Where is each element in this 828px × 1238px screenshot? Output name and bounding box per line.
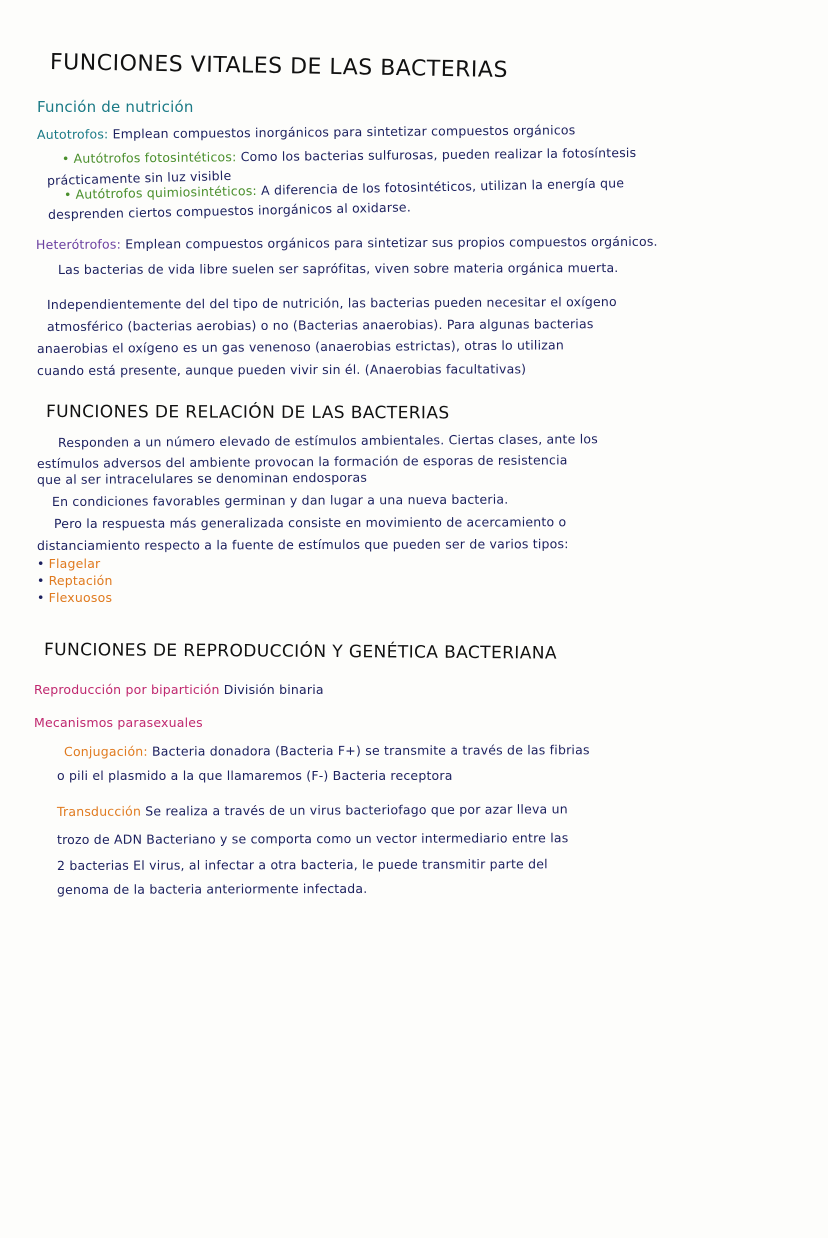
relacion-line4: En condiciones favorables germinan y dan lugar a una nueva bacteria. bbox=[51, 491, 509, 509]
foto-line2: prácticamente sin luz visible bbox=[46, 167, 232, 188]
bullet-label: Flexuosos bbox=[48, 590, 113, 605]
conjugacion-line bbox=[64, 742, 590, 759]
foto-label: Autótrofos fotosintéticos: bbox=[73, 149, 237, 166]
relacion-line2: estímulos adversos del ambiente provocan la formación de esporas de resistencia bbox=[36, 452, 568, 471]
biparticion-text: División binaria bbox=[223, 682, 324, 697]
biparticion-line bbox=[34, 682, 324, 697]
bullet-flexuosos bbox=[37, 590, 112, 605]
autotrofos-line bbox=[37, 122, 576, 142]
indep-line1: Independientemente del del tipo de nutrición, las bacterias pueden necesitar el oxígeno bbox=[46, 294, 617, 312]
relacion-line6: distanciamiento respecto a la fuente de estímulos que pueden ser de varios tipos: bbox=[36, 536, 569, 553]
bullet-dot: • bbox=[37, 556, 45, 571]
bullet-flagelar bbox=[37, 556, 100, 571]
heterotrofos-label: Heterótrofos: bbox=[35, 236, 122, 252]
indep-line4: cuando está presente, aunque pueden vivir sin él. (Anaerobias facultativas) bbox=[36, 361, 527, 378]
reproduccion-heading: FUNCIONES DE REPRODUCCIÓN Y GENÉTICA BACTERIANA bbox=[43, 640, 557, 664]
bullet-label: Reptación bbox=[48, 573, 113, 588]
relacion-line3: que al ser intracelulares se denominan endosporas bbox=[36, 469, 368, 487]
transduccion-line bbox=[57, 801, 568, 819]
heterotrofos-line bbox=[36, 234, 658, 252]
bullet-dot: • bbox=[61, 150, 70, 166]
quimio-label: Autótrofos quimiosintéticos: bbox=[75, 182, 258, 202]
page-title: FUNCIONES VITALES DE LAS BACTERIAS bbox=[49, 50, 509, 83]
bullet-label: Flagelar bbox=[48, 556, 101, 571]
autotrofos-text: Emplean compuestos inorgánicos para sintetizar compuestos orgánicos bbox=[112, 122, 576, 142]
transduccion-line2: trozo de ADN Bacteriano y se comporta como un vector intermediario entre las bbox=[56, 830, 569, 847]
indep-line3: anaerobias el oxígeno es un gas venenoso (anaerobias estrictas), otras lo utilizan bbox=[36, 337, 565, 356]
foto-text1: Como los bacterias sulfurosas, pueden realizar la fotosíntesis bbox=[240, 144, 637, 165]
transduccion-line4: genoma de la bacteria anteriormente infectada. bbox=[56, 880, 368, 897]
transduccion-text1: Se realiza a través de un virus bacteriofago que por azar lleva un bbox=[145, 801, 568, 819]
quimio-text1: A diferencia de los fotosintéticos, utilizan la energía que bbox=[260, 175, 625, 198]
autotrofos-label: Autotrofos: bbox=[36, 126, 109, 142]
relacion-line5: Pero la respuesta más generalizada consiste en movimiento de acercamiento o bbox=[53, 514, 567, 531]
parasexuales-heading: Mecanismos parasexuales bbox=[34, 715, 203, 730]
relacion-line1: Responden a un número elevado de estímulos ambientales. Ciertas clases, ante los bbox=[57, 431, 598, 450]
foto-line bbox=[62, 145, 636, 166]
conjugacion-text1: Bacteria donadora (Bacteria F+) se transmite a través de las fibrias bbox=[151, 742, 590, 759]
heterotrofos-text1: Emplean compuestos orgánicos para sintetizar sus propios compuestos orgánicos. bbox=[125, 233, 658, 252]
indep-line2: atmosférico (bacterias aerobias) o no (Bacterias anaerobias). Para algunas bacterias bbox=[46, 316, 594, 334]
bullet-dot: • bbox=[37, 590, 45, 605]
biparticion-label: Reproducción por bipartición bbox=[34, 682, 220, 697]
bullet-dot: • bbox=[37, 573, 45, 588]
quimio-line2: desprenden ciertos compuestos inorgánicos al oxidarse. bbox=[47, 199, 412, 222]
transduccion-label: Transducción bbox=[56, 803, 142, 819]
heterotrofos-line2: Las bacterias de vida libre suelen ser saprófitas, viven sobre materia orgánica muerta. bbox=[57, 260, 619, 277]
bullet-reptacion bbox=[37, 573, 113, 588]
bullet-dot: • bbox=[63, 186, 72, 202]
transduccion-line3: 2 bacterias El virus, al infectar a otra bacteria, le puede transmitir parte del bbox=[56, 856, 548, 873]
conjugacion-label: Conjugación: bbox=[63, 743, 148, 759]
conjugacion-line2: o pili el plasmido a la que llamaremos (F-) Bacteria receptora bbox=[57, 768, 453, 783]
relacion-heading: FUNCIONES DE RELACIÓN DE LAS BACTERIAS bbox=[45, 402, 450, 424]
nutricion-heading: Función de nutrición bbox=[37, 98, 194, 116]
